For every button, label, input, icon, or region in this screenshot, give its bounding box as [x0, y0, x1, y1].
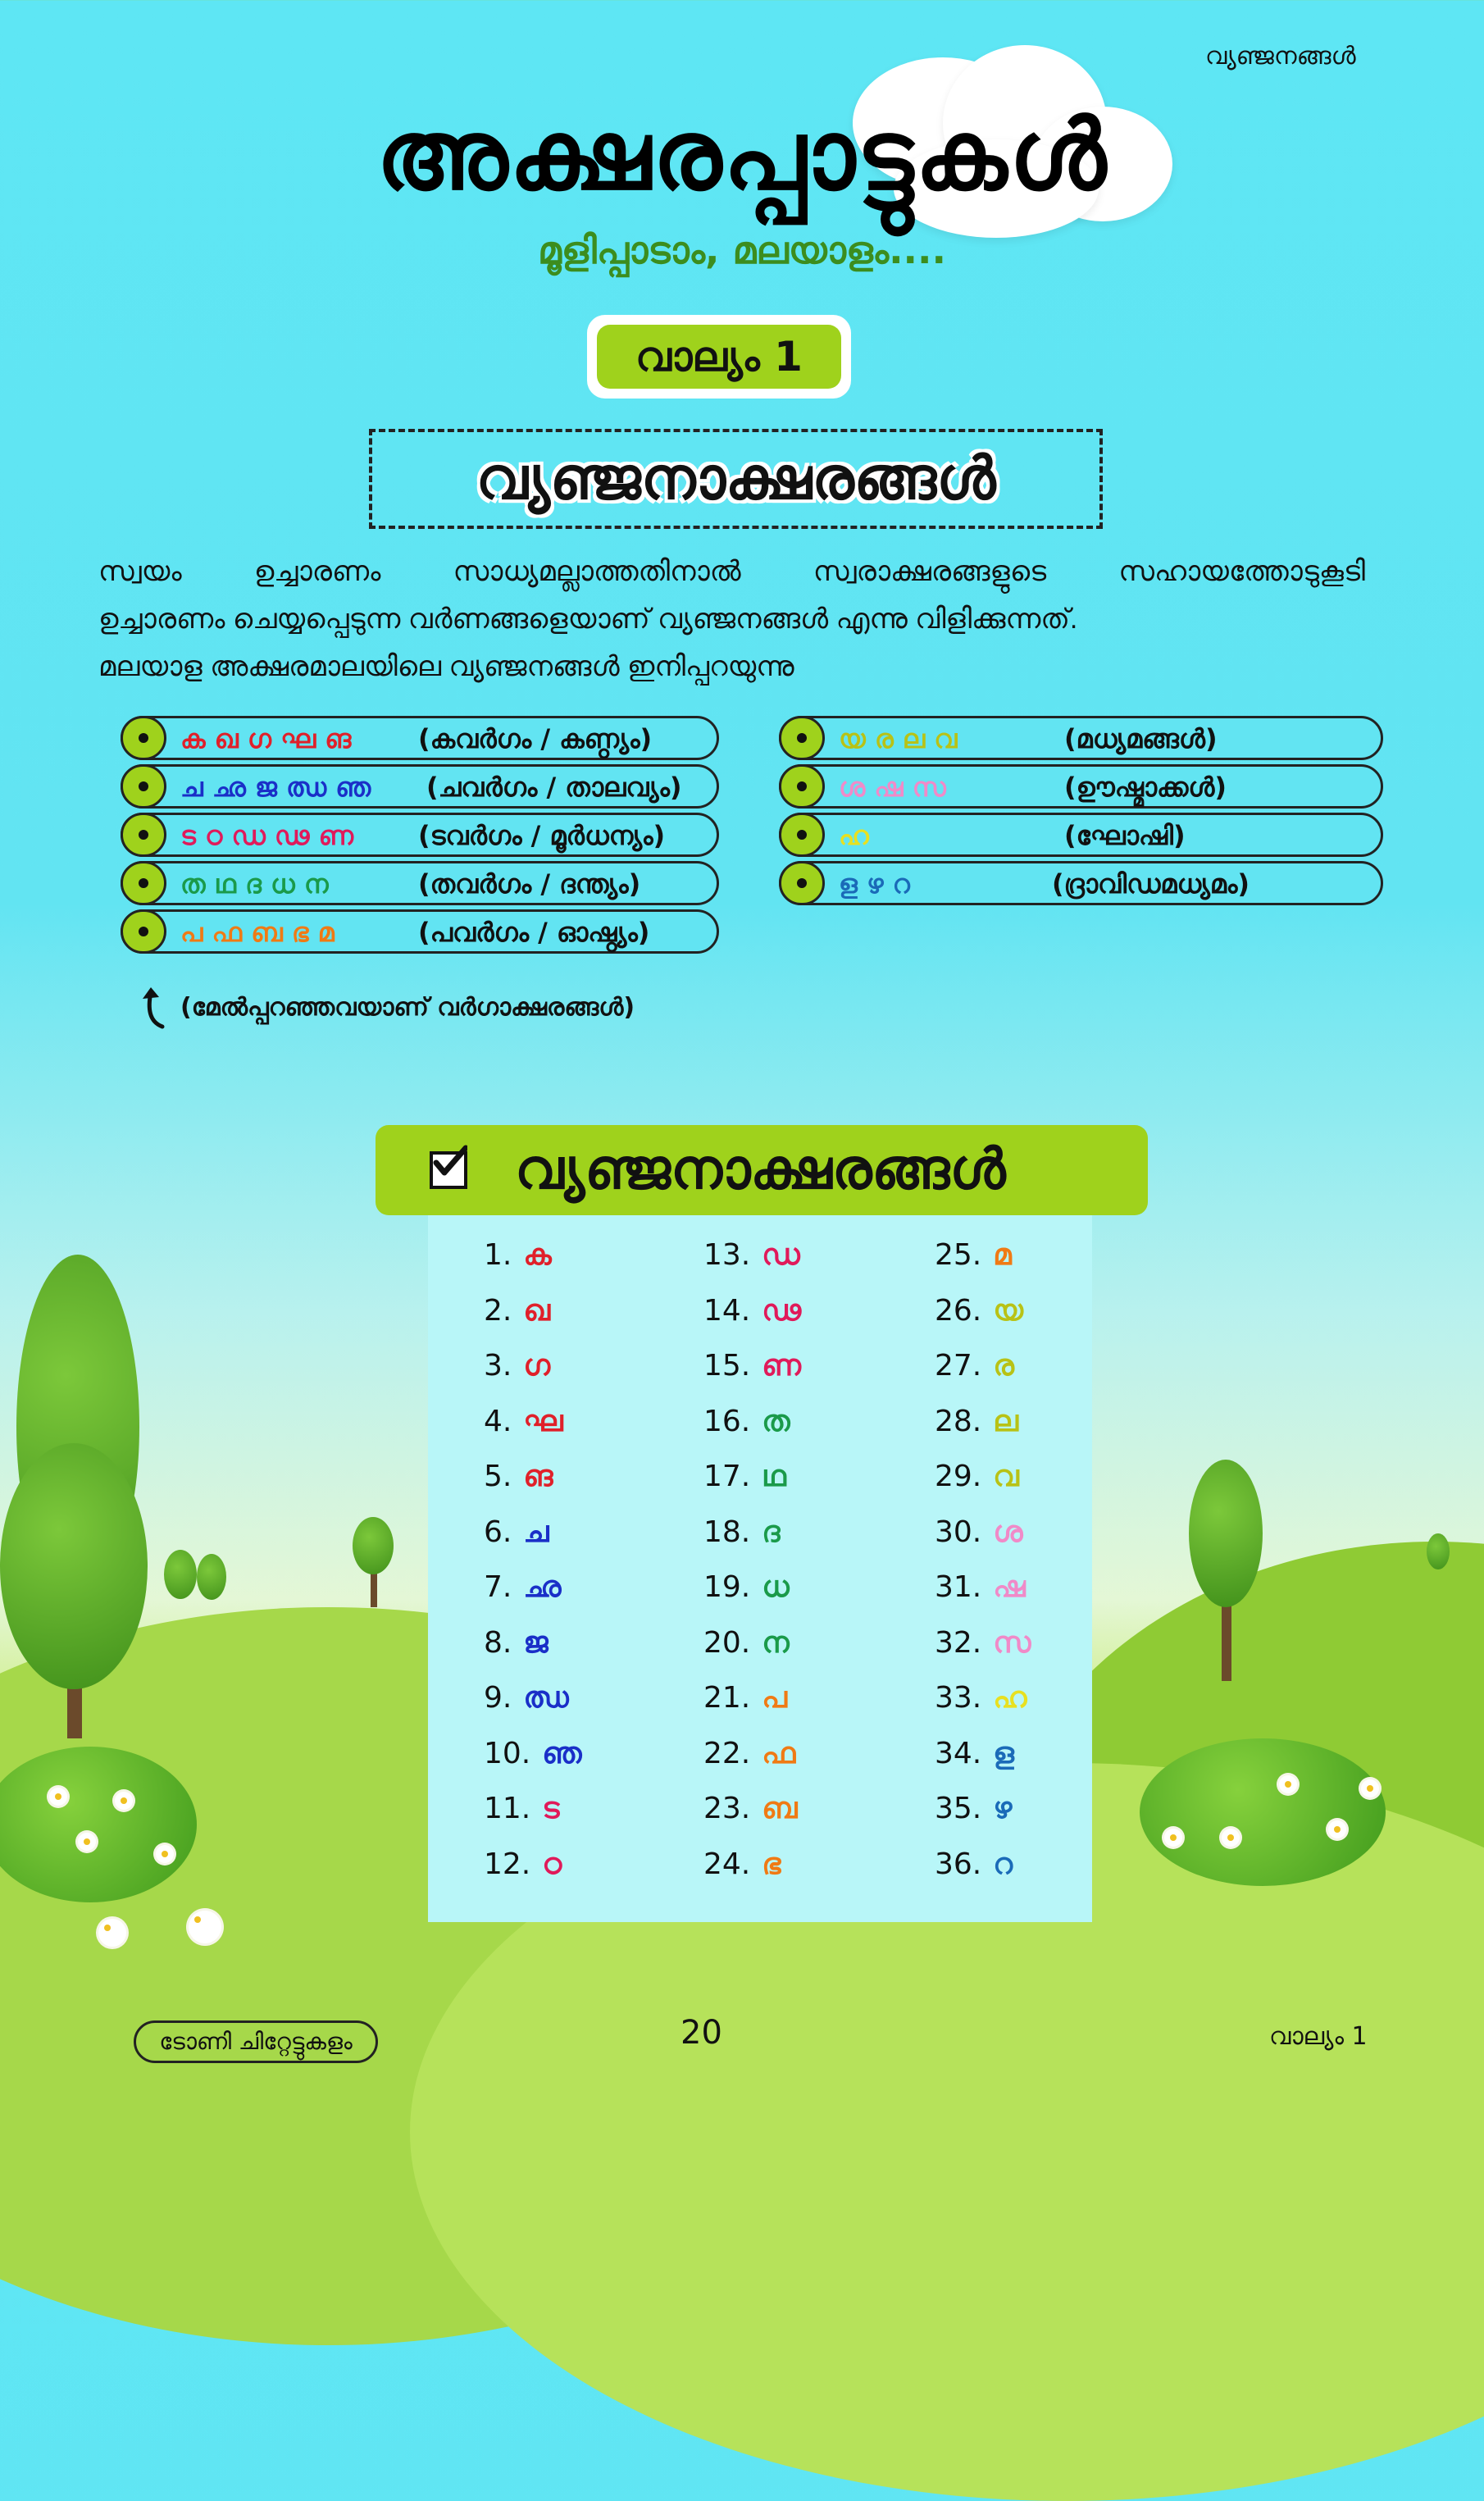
consonant-number: 36.	[935, 1847, 982, 1881]
consonant-item	[703, 1792, 798, 1826]
consonant-item	[484, 1460, 553, 1494]
consonant-item	[935, 1515, 1023, 1550]
bullet-icon	[121, 909, 166, 954]
consonant-number: 19.	[703, 1570, 751, 1604]
consonant-letter: ങ	[523, 1460, 553, 1493]
bullet-icon	[779, 764, 825, 809]
section-title-box	[369, 429, 1103, 529]
group-letters: ശ ഷ സ	[839, 772, 946, 803]
consonant-item	[703, 1737, 795, 1771]
consonant-number: 12.	[484, 1847, 531, 1881]
group-letters: ഹ	[839, 820, 869, 851]
consonant-number: 23.	[703, 1792, 751, 1825]
consonant-number: 3.	[484, 1349, 512, 1383]
intro-paragraph	[98, 548, 1365, 690]
group-category: (തവർഗം / ദന്ത്യം)	[418, 868, 641, 900]
consonant-letter: ഥ	[762, 1460, 786, 1493]
consonant-number: 27.	[935, 1349, 982, 1383]
consonant-letter: ഛ	[523, 1570, 562, 1604]
consonant-item	[484, 1792, 559, 1826]
consonant-item	[484, 1405, 563, 1439]
consonant-item	[484, 1626, 549, 1660]
consonant-letter: ഝ	[523, 1681, 569, 1715]
consonant-letter: ട	[542, 1792, 560, 1825]
group-category: (ഊഷ്മാക്കൾ)	[1064, 772, 1227, 803]
consonant-letter: ക	[523, 1238, 552, 1272]
consonant-letter: ഢ	[762, 1293, 802, 1328]
section-title: വ്യഞ്ജനാക്ഷരങ്ങൾ	[476, 444, 996, 512]
consonant-item	[703, 1294, 801, 1328]
consonant-number: 20.	[703, 1625, 751, 1660]
group-pill	[121, 909, 719, 954]
group-letters: ച ഛ ജ ഝ ഞ	[180, 772, 371, 803]
bullet-icon	[121, 813, 166, 857]
group-pill	[779, 764, 1383, 809]
consonant-letter: ണ	[762, 1349, 802, 1383]
consonant-number: 34.	[935, 1736, 982, 1770]
group-category: (ചവർഗം / താലവ്യം)	[426, 772, 682, 803]
consonant-number: 25.	[935, 1238, 982, 1272]
consonant-item	[484, 1847, 562, 1882]
group-pill	[779, 861, 1383, 905]
consonant-letter: ള	[993, 1736, 1014, 1770]
consonant-number: 10.	[484, 1736, 531, 1770]
group-letters: ട ഠ ഡ ഢ ണ	[180, 820, 354, 851]
consonant-item	[484, 1570, 561, 1605]
consonant-number: 2.	[484, 1293, 512, 1328]
consonant-item	[703, 1626, 790, 1660]
consonant-item	[484, 1681, 569, 1715]
bullet-icon	[779, 861, 825, 905]
consonant-item	[484, 1515, 549, 1550]
consonant-letter: പ	[762, 1681, 788, 1715]
consonant-item	[703, 1405, 790, 1439]
consonant-item	[703, 1515, 781, 1550]
consonant-letter: ന	[762, 1625, 790, 1660]
consonant-letter: റ	[993, 1847, 1013, 1881]
consonant-letter: ഘ	[523, 1404, 563, 1438]
consonant-number: 18.	[703, 1515, 751, 1549]
consonant-number: 8.	[484, 1625, 512, 1660]
consonant-letter: ഗ	[523, 1349, 551, 1383]
consonant-item	[935, 1847, 1013, 1882]
group-pill	[121, 716, 719, 760]
consonant-number: 21.	[703, 1681, 751, 1715]
consonant-number: 22.	[703, 1736, 751, 1770]
group-category: (മധ്യമങ്ങൾ)	[1064, 723, 1218, 754]
consonant-item	[935, 1349, 1014, 1383]
group-pill	[121, 861, 719, 905]
bullet-icon	[779, 813, 825, 857]
consonant-letter: ബ	[762, 1792, 798, 1825]
group-pill	[779, 716, 1383, 760]
consonant-letter: ര	[993, 1349, 1015, 1383]
consonant-number: 32.	[935, 1625, 982, 1660]
consonant-letter: ഫ	[762, 1736, 796, 1770]
footer-author: ടോണി ചിറ്റേട്ടുകളം	[134, 2020, 378, 2063]
consonant-item	[935, 1294, 1023, 1328]
consonant-letter: ഭ	[762, 1847, 781, 1881]
consonant-letter: ഴ	[993, 1792, 1013, 1825]
consonant-item	[484, 1294, 550, 1328]
consonant-number: 28.	[935, 1404, 982, 1438]
group-category: (കവർഗം / കണ്ഠ്യം)	[418, 723, 653, 754]
volume-badge	[587, 315, 851, 399]
group-category: (പവർഗം / ഓഷ്ഠ്യം)	[418, 917, 650, 948]
header-tag: വ്യഞ്ജനങ്ങൾ	[1205, 43, 1356, 70]
consonant-list-header	[376, 1125, 1148, 1215]
group-pill	[121, 764, 719, 809]
consonant-letter: സ	[993, 1625, 1031, 1660]
consonant-letter: ല	[993, 1404, 1019, 1438]
consonant-item	[703, 1681, 787, 1715]
intro-line-3: മലയാള അക്ഷരമാലയിലെ വ്യഞ്ജനങ്ങൾ ഇനിപ്പറയുന്നു	[98, 651, 794, 682]
consonant-letter: ജ	[523, 1625, 549, 1660]
consonant-item	[703, 1238, 800, 1273]
consonant-number: 33.	[935, 1681, 982, 1715]
group-category: (ദ്രാവിഡമധ്യമം)	[1052, 868, 1250, 900]
consonant-item	[935, 1792, 1012, 1826]
consonant-item	[935, 1681, 1027, 1715]
curved-arrow-icon	[138, 984, 171, 1030]
consonant-letter: ശ	[993, 1515, 1023, 1549]
consonant-letter: ത	[762, 1404, 790, 1438]
bullet-icon	[121, 861, 166, 905]
consonant-number: 35.	[935, 1792, 982, 1825]
consonant-list-title: വ്യഞ്ജനാക്ഷരങ്ങൾ	[515, 1137, 1006, 1202]
consonant-item	[935, 1737, 1014, 1771]
group-category: (ഘോഷി)	[1064, 820, 1186, 851]
consonant-number: 4.	[484, 1404, 512, 1438]
consonant-number: 24.	[703, 1847, 751, 1881]
consonant-number: 6.	[484, 1515, 512, 1549]
consonant-letter: വ	[993, 1460, 1019, 1493]
consonant-number: 14.	[703, 1293, 751, 1328]
consonant-letter: ഡ	[762, 1238, 800, 1272]
consonant-item	[703, 1847, 781, 1882]
checkbox-icon	[430, 1151, 467, 1189]
bullet-icon	[121, 716, 166, 760]
page-title: അക്ഷരപ്പാട്ടുകൾ	[376, 98, 1108, 212]
consonant-letter: ദ	[762, 1515, 781, 1549]
consonant-number: 15.	[703, 1349, 751, 1383]
consonant-letter: ഖ	[523, 1293, 551, 1328]
consonant-item	[935, 1626, 1031, 1660]
group-letters: പ ഫ ബ ഭ മ	[180, 917, 335, 948]
consonant-number: 30.	[935, 1515, 982, 1549]
consonant-item	[935, 1460, 1019, 1494]
subtitle: മൂളിപ്പാടാം, മലയാളം....	[538, 228, 946, 272]
intro-line-1: സ്വയം ഉച്ചാരണം സാധ്യമല്ലാത്തതിനാൽ സ്വരാക്ഷരങ്ങളുടെ സഹായത്തോടുകൂടി	[98, 556, 1365, 587]
consonant-number: 26.	[935, 1293, 982, 1328]
consonant-number: 13.	[703, 1238, 751, 1272]
consonant-number: 5.	[484, 1460, 512, 1493]
consonant-number: 1.	[484, 1238, 512, 1272]
page-number: 20	[681, 2014, 722, 2052]
consonant-item	[703, 1570, 790, 1605]
consonant-letter: ഠ	[542, 1847, 562, 1881]
group-pill	[779, 813, 1383, 857]
consonant-letter: യ	[993, 1293, 1024, 1328]
consonant-item	[484, 1238, 552, 1273]
group-letters: ത ഥ ദ ധ ന	[180, 868, 329, 900]
consonant-number: 17.	[703, 1460, 751, 1493]
consonant-item	[703, 1349, 801, 1383]
varga-note	[138, 984, 635, 1030]
bullet-icon	[121, 764, 166, 809]
consonant-item	[935, 1405, 1018, 1439]
consonant-number: 11.	[484, 1792, 531, 1825]
group-pill	[121, 813, 719, 857]
consonant-number: 9.	[484, 1681, 512, 1715]
group-letters: ള ഴ റ	[839, 868, 910, 900]
consonant-item	[484, 1737, 582, 1771]
consonant-number: 31.	[935, 1570, 982, 1604]
consonant-number: 7.	[484, 1570, 512, 1604]
group-letters: യ ര ല വ	[839, 723, 958, 754]
group-letters: ക ഖ ഗ ഘ ങ	[180, 723, 352, 754]
group-category: (ടവർഗം / മൂർധന്യം)	[418, 820, 666, 851]
volume-badge-label: വാല്യം 1	[597, 325, 841, 389]
consonant-number: 16.	[703, 1404, 751, 1438]
consonant-letter: ഹ	[993, 1681, 1027, 1715]
consonant-item	[484, 1349, 550, 1383]
varga-note-text: (മേൽപ്പറഞ്ഞവയാണ് വർഗാക്ഷരങ്ങൾ)	[180, 992, 635, 1022]
consonant-item	[703, 1460, 786, 1494]
intro-line-2: ഉച്ചാരണം ചെയ്യപ്പെടുന്ന വർണങ്ങളെയാണ് വ്യഞ്ജനങ്ങൾ എന്നു വിളിക്കുന്നത്.	[98, 604, 1078, 635]
consonant-letter: ച	[523, 1515, 549, 1549]
consonant-item	[935, 1238, 1012, 1273]
consonant-item	[935, 1570, 1026, 1605]
footer-volume: വാല്യം 1	[1269, 2022, 1368, 2051]
consonant-letter: ഷ	[993, 1570, 1026, 1604]
bullet-icon	[779, 716, 825, 760]
consonant-letter: മ	[993, 1238, 1012, 1272]
consonant-letter: ഞ	[542, 1736, 582, 1770]
consonant-letter: ധ	[762, 1570, 790, 1604]
consonant-number: 29.	[935, 1460, 982, 1493]
